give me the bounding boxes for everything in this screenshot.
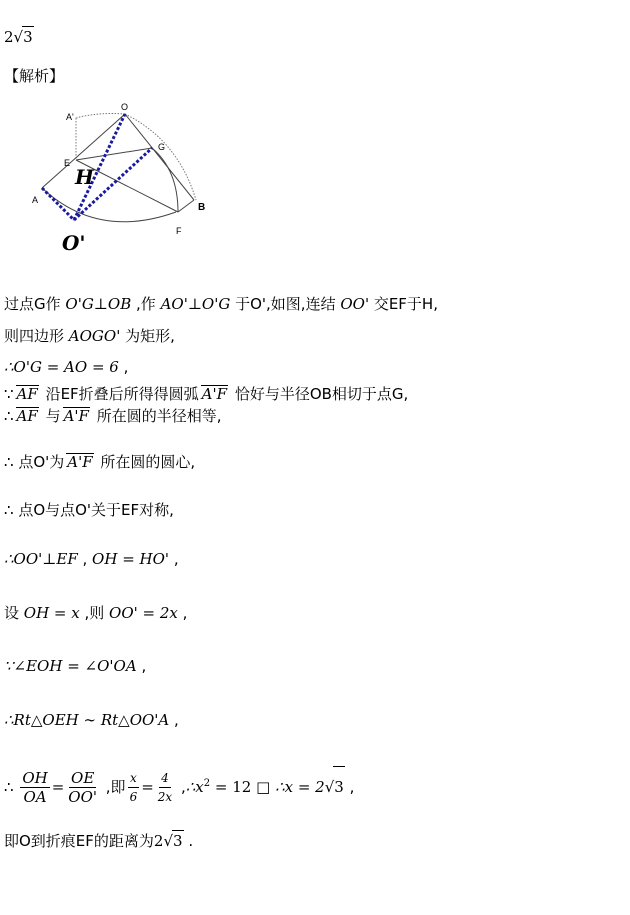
math: OH = HO' xyxy=(92,550,170,568)
arc-a-f xyxy=(42,188,176,222)
text: 交EF于H, xyxy=(369,295,438,313)
numerator: OE xyxy=(71,769,95,787)
arc-g-f xyxy=(152,148,178,212)
label-h: H xyxy=(75,165,94,189)
therefore-symbol: ∴ xyxy=(4,453,14,471)
text: 过点G作 xyxy=(4,295,66,313)
text: 所在圆的圆心, xyxy=(95,453,196,471)
arc-a1f: A'F xyxy=(67,453,93,471)
text: 所在圆的半径相等, xyxy=(91,407,222,425)
solution-line-10 xyxy=(4,656,146,676)
text: , xyxy=(176,778,186,796)
denominator: 2x xyxy=(157,790,173,804)
math: ∴OO'⊥EF xyxy=(4,550,78,568)
text: , xyxy=(77,550,93,568)
solution-line-1 xyxy=(4,294,438,314)
math: = 12 xyxy=(210,778,252,796)
math: O'G⊥OB xyxy=(65,295,132,313)
text: 设 xyxy=(4,604,24,622)
label-a1: A' xyxy=(66,112,74,122)
label-e: E xyxy=(64,158,71,168)
text: 点O'为 xyxy=(13,453,65,471)
answer-coef: 2 xyxy=(4,28,14,46)
arc-af: AF xyxy=(16,407,38,425)
text: 恰好与半径OB相切于点G, xyxy=(230,385,409,403)
math: ∴x xyxy=(185,778,204,796)
fraction-oe-oo1 xyxy=(66,769,99,806)
math: AOGO' xyxy=(68,327,121,345)
equals: = xyxy=(51,778,65,796)
text: ,作 xyxy=(131,295,161,313)
denominator: OO' xyxy=(68,788,98,806)
text: 则四边形 xyxy=(4,327,69,345)
therefore-symbol: ∴ xyxy=(4,407,14,425)
text: , xyxy=(136,657,147,675)
text: 沿EF折叠后所得得圆弧 xyxy=(40,385,199,403)
arc-a1-o xyxy=(76,114,125,119)
radicand: 3 xyxy=(333,766,345,807)
text: , xyxy=(118,358,129,376)
arc-af: AF xyxy=(16,385,38,403)
label-o1: O' xyxy=(62,231,86,255)
solution-line-4 xyxy=(4,384,408,404)
solution-line-8 xyxy=(4,549,179,569)
solution-line-6 xyxy=(4,452,195,472)
answer-radicand: 3 xyxy=(23,28,33,46)
text: 即O到折痕EF的距离为 xyxy=(4,832,154,850)
coefficient: 2 xyxy=(153,832,164,850)
fraction-4-2x xyxy=(156,769,174,806)
text: , xyxy=(177,604,188,622)
because-symbol: ∵ xyxy=(4,385,14,403)
therefore-symbol: ∴ xyxy=(4,778,14,796)
numerator: x xyxy=(128,769,139,788)
geometry-figure xyxy=(28,100,218,260)
sqrt-sign: √ xyxy=(163,832,174,850)
denominator: OA xyxy=(23,788,47,806)
denominator: 6 xyxy=(129,790,138,804)
line-b-f xyxy=(178,200,194,212)
sqrt-sign: √ xyxy=(324,778,335,796)
text: 与 xyxy=(40,407,61,425)
label-b: B xyxy=(198,202,206,213)
numerator: 4 xyxy=(159,769,171,788)
text: ,则 xyxy=(79,604,110,622)
solution-line-13 xyxy=(4,830,193,851)
label-o: O xyxy=(121,102,129,112)
answer-line xyxy=(4,26,34,47)
solution-line-12 xyxy=(4,764,354,807)
math: ∴O'G = AO = 6 xyxy=(4,358,119,376)
therefore-symbol: ∴ xyxy=(4,501,14,519)
math: ∵∠EOH = ∠O'OA xyxy=(4,657,137,675)
text: , xyxy=(169,711,179,729)
text: 为矩形, xyxy=(120,327,175,345)
radius-o-b xyxy=(125,114,194,200)
placeholder-box: □ xyxy=(256,778,271,796)
radicand: 3 xyxy=(173,832,183,850)
label-a: A xyxy=(32,195,39,205)
numerator: OH xyxy=(22,769,48,787)
text: , xyxy=(169,550,179,568)
text: , xyxy=(344,778,355,796)
text: ,即 xyxy=(101,778,126,796)
fraction-x-6 xyxy=(128,769,140,806)
math: OO' = 2x xyxy=(109,604,178,622)
solution-line-2 xyxy=(4,326,175,346)
arc-a1f: A'F xyxy=(201,385,228,403)
text: . xyxy=(183,832,194,850)
fraction-oh-oa xyxy=(20,769,49,806)
solution-line-5 xyxy=(4,406,222,426)
equals: = xyxy=(141,778,154,796)
math: OO' xyxy=(340,295,370,313)
analysis-heading: 【解析】 xyxy=(4,67,65,85)
math: ∴x = 2 xyxy=(270,778,325,796)
math: OH = x xyxy=(23,604,80,622)
solution-line-9 xyxy=(4,603,187,623)
label-g: G xyxy=(158,142,166,152)
arc-a1f: A'F xyxy=(63,407,89,425)
math: AO'⊥O'G xyxy=(160,295,231,313)
sqrt-sign: √ xyxy=(13,28,24,46)
label-f: F xyxy=(176,226,182,236)
text: 点O与点O'关于EF对称, xyxy=(13,501,174,519)
math: ∴Rt△OEH ∼ Rt△OO'A xyxy=(4,711,170,729)
solution-line-3 xyxy=(4,357,128,377)
solution-line-11 xyxy=(4,710,179,730)
dotted-a-o1 xyxy=(42,188,74,220)
text: 于O',如图,连结 xyxy=(230,295,341,313)
solution-line-7 xyxy=(4,500,174,520)
exponent: 2 xyxy=(203,778,211,789)
